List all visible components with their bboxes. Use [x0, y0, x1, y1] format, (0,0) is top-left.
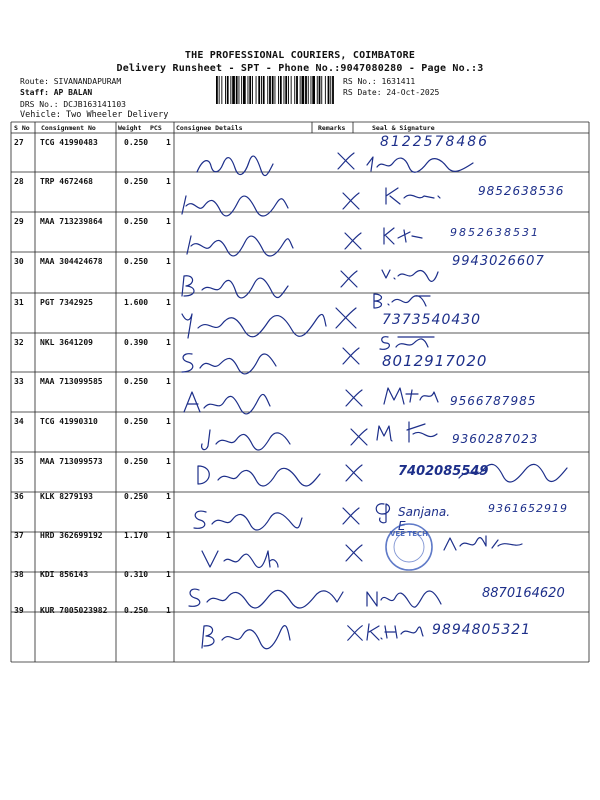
handwritten-signature-name: Sanjana. E [398, 505, 451, 533]
row-consignment: MAA 304424678 [40, 257, 103, 266]
row-pcs: 1 [166, 177, 171, 186]
handwritten-signature [382, 184, 442, 206]
barcode-bar [252, 76, 253, 104]
barcode-bar [243, 76, 246, 104]
vehicle-label: Vehicle: Two Wheeler Delivery [20, 110, 169, 120]
barcode-bar [294, 76, 295, 104]
row-weight: 0.250 [124, 417, 149, 426]
handwritten-phone: 9361652919 [488, 502, 568, 515]
row-weight: 0.310 [124, 570, 149, 579]
handwritten-consignee-name [180, 272, 290, 300]
barcode-bar [263, 76, 265, 104]
remark-cross-mark [338, 268, 360, 290]
barcode-bar [236, 76, 238, 104]
row-weight: 0.250 [124, 492, 149, 501]
barcode-bar [291, 76, 292, 104]
row-sno: 34 [14, 417, 24, 426]
staff-label: Staff: AP BALAN [20, 88, 93, 97]
row-weight: 0.250 [124, 257, 149, 266]
col-header-remarks: Remarks [318, 124, 346, 132]
handwritten-signature [405, 420, 440, 444]
handwritten-signature [365, 155, 475, 173]
handwritten-phone: 9894805321 [432, 622, 532, 638]
handwritten-signature [365, 622, 425, 642]
barcode-bar [288, 76, 289, 104]
route-label: Route: SIVANANDAPURAM [20, 77, 122, 86]
barcode-bar [249, 76, 251, 104]
row-weight: 0.250 [124, 457, 149, 466]
handwritten-signature [442, 534, 527, 556]
row-sno: 27 [14, 138, 24, 147]
barcode-bar [219, 76, 220, 104]
handwritten-phone: 9852638531 [450, 226, 540, 239]
barcode-bar [275, 76, 276, 104]
row-sno: 32 [14, 338, 24, 347]
company-title: THE PROFESSIONAL COURIERS, COIMBATORE [184, 50, 416, 61]
barcode-bar [216, 76, 218, 104]
row-pcs: 1 [166, 417, 171, 426]
handwritten-consignee-name [198, 426, 293, 452]
barcode-bar [328, 76, 330, 104]
remark-cross-mark [340, 505, 362, 527]
row-pcs: 1 [166, 531, 171, 540]
handwritten-phone: 9360287023 [452, 432, 539, 446]
handwritten-consignee-name [185, 232, 295, 258]
row-pcs: 1 [166, 338, 171, 347]
row-pcs: 1 [166, 298, 171, 307]
row-consignment: TCG 41990483 [40, 138, 98, 147]
row-sno: 38 [14, 570, 24, 579]
handwritten-phone: 9943026607 [452, 254, 545, 269]
handwritten-signature [372, 500, 400, 524]
rs-date: RS Date: 24-Oct-2025 [343, 88, 440, 97]
stamp-text: VEE TECH [390, 530, 428, 538]
col-header-sno: S No [14, 124, 30, 132]
barcode-bar [261, 76, 262, 104]
barcode-bar [311, 76, 312, 104]
row-consignment: MAA 713099573 [40, 457, 103, 466]
handwritten-signature [375, 424, 393, 442]
row-sno: 29 [14, 217, 24, 226]
row-consignment: KLK 8279193 [40, 492, 93, 501]
handwritten-consignee-name [178, 308, 328, 340]
barcode [215, 76, 337, 104]
barcode-bar [325, 76, 326, 104]
row-sno: 33 [14, 377, 24, 386]
remark-cross-mark [335, 150, 357, 172]
row-weight: 0.250 [124, 177, 149, 186]
row-weight: 0.250 [124, 217, 149, 226]
table-grid [11, 122, 589, 662]
row-consignment: TRP 4672468 [40, 177, 93, 186]
row-consignment: PGT 7342925 [40, 298, 93, 307]
row-weight: 0.250 [124, 606, 149, 615]
remark-cross-mark [342, 230, 364, 252]
handwritten-phone: 9566787985 [450, 394, 537, 408]
handwritten-signature [372, 292, 432, 310]
row-pcs: 1 [166, 570, 171, 579]
row-sno: 30 [14, 257, 24, 266]
handwritten-signature [380, 266, 440, 282]
barcode-bar [267, 76, 268, 104]
col-header-consignee: Consignee Details [176, 124, 243, 132]
barcode-bar [285, 76, 287, 104]
col-header-weight: Weight [118, 124, 142, 132]
handwritten-signature [380, 226, 425, 246]
handwritten-consignee-name [180, 192, 290, 218]
remark-cross-mark [345, 623, 365, 643]
barcode-bar [330, 76, 331, 104]
row-consignment: HRD 362699192 [40, 531, 103, 540]
row-sno: 35 [14, 457, 24, 466]
row-pcs: 1 [166, 138, 171, 147]
row-sno: 37 [14, 531, 24, 540]
remark-cross-mark [333, 305, 359, 331]
barcode-bar [241, 76, 242, 104]
barcode-bar [248, 76, 249, 104]
barcode-bar [317, 76, 318, 104]
barcode-bar [296, 76, 298, 104]
barcode-bar [302, 76, 305, 104]
handwritten-signature [382, 382, 442, 408]
remark-cross-mark [348, 426, 370, 448]
row-weight: 0.250 [124, 377, 149, 386]
row-pcs: 1 [166, 257, 171, 266]
rs-number: RS No.: 1631411 [343, 77, 416, 86]
remark-cross-mark [343, 462, 365, 484]
row-weight: 0.390 [124, 338, 149, 347]
barcode-bar [269, 76, 271, 104]
handwritten-phone: 8122578486 [380, 134, 490, 150]
barcode-bar [321, 76, 322, 104]
handwritten-consignee-name [200, 545, 280, 571]
handwritten-signature [378, 333, 438, 353]
row-pcs: 1 [166, 492, 171, 501]
col-header-consignment: Consignment No [41, 124, 96, 132]
row-sno: 28 [14, 177, 24, 186]
barcode-bar [256, 76, 257, 104]
barcode-bar [278, 76, 279, 104]
remark-cross-mark [340, 190, 362, 212]
handwritten-consignee-name [194, 462, 324, 488]
row-consignment: MAA 713239864 [40, 217, 103, 226]
barcode-bar [230, 76, 231, 104]
barcode-bar [272, 76, 274, 104]
barcode-bar [305, 76, 307, 104]
handwritten-consignee-name [198, 622, 293, 650]
row-pcs: 1 [166, 457, 171, 466]
handwritten-signature [365, 590, 443, 608]
handwritten-consignee-name [195, 152, 275, 178]
barcode-bar [227, 76, 229, 104]
row-sno: 36 [14, 492, 24, 501]
row-sno: 31 [14, 298, 24, 307]
row-pcs: 1 [166, 217, 171, 226]
row-weight: 1.600 [124, 298, 149, 307]
row-consignment: MAA 713099585 [40, 377, 103, 386]
barcode-bar [239, 76, 240, 104]
row-consignment: KUR 7005023982 [40, 606, 108, 615]
row-weight: 1.170 [124, 531, 149, 540]
row-consignment: KDI 856143 [40, 570, 89, 579]
company-stamp [384, 522, 434, 572]
remark-cross-mark [343, 387, 365, 409]
barcode-bar [312, 76, 315, 104]
drs-label: DRS No.: DCJB163141103 [20, 100, 126, 109]
remark-cross-mark [340, 345, 362, 367]
row-consignment: TCG 41990310 [40, 417, 98, 426]
handwritten-phone: 9852638536 [478, 184, 565, 198]
barcode-bar [300, 76, 301, 104]
handwritten-consignee-name [185, 584, 345, 610]
row-weight: 0.250 [124, 138, 149, 147]
handwritten-phone: 7373540430 [382, 312, 482, 328]
barcode-bar [332, 76, 334, 104]
handwritten-consignee-name [178, 348, 278, 376]
handwritten-phone: 7402085549 [398, 464, 489, 479]
handwritten-phone: 8012917020 [382, 352, 488, 370]
row-consignment: NKL 3641209 [40, 338, 93, 347]
runsheet-title: Delivery Runsheet - SPT - Phone No.:9047080280 - Page No.:3 [116, 63, 484, 74]
barcode-bar [258, 76, 260, 104]
handwritten-consignee-name [190, 506, 305, 532]
handwritten-phone: 8870164620 [482, 586, 565, 601]
barcode-bar [319, 76, 321, 104]
barcode-bar [308, 76, 309, 104]
barcode-bar [232, 76, 235, 104]
remark-cross-mark [343, 542, 365, 564]
barcode-bar [280, 76, 282, 104]
barcode-bar [225, 76, 226, 104]
col-header-pcs: PCS [150, 124, 162, 132]
col-header-signature: Seal & Signature [372, 124, 435, 132]
row-pcs: 1 [166, 606, 171, 615]
row-pcs: 1 [166, 377, 171, 386]
row-sno: 39 [14, 606, 24, 615]
barcode-bar [221, 76, 222, 104]
handwritten-consignee-name [182, 388, 272, 416]
barcode-bar [284, 76, 285, 104]
